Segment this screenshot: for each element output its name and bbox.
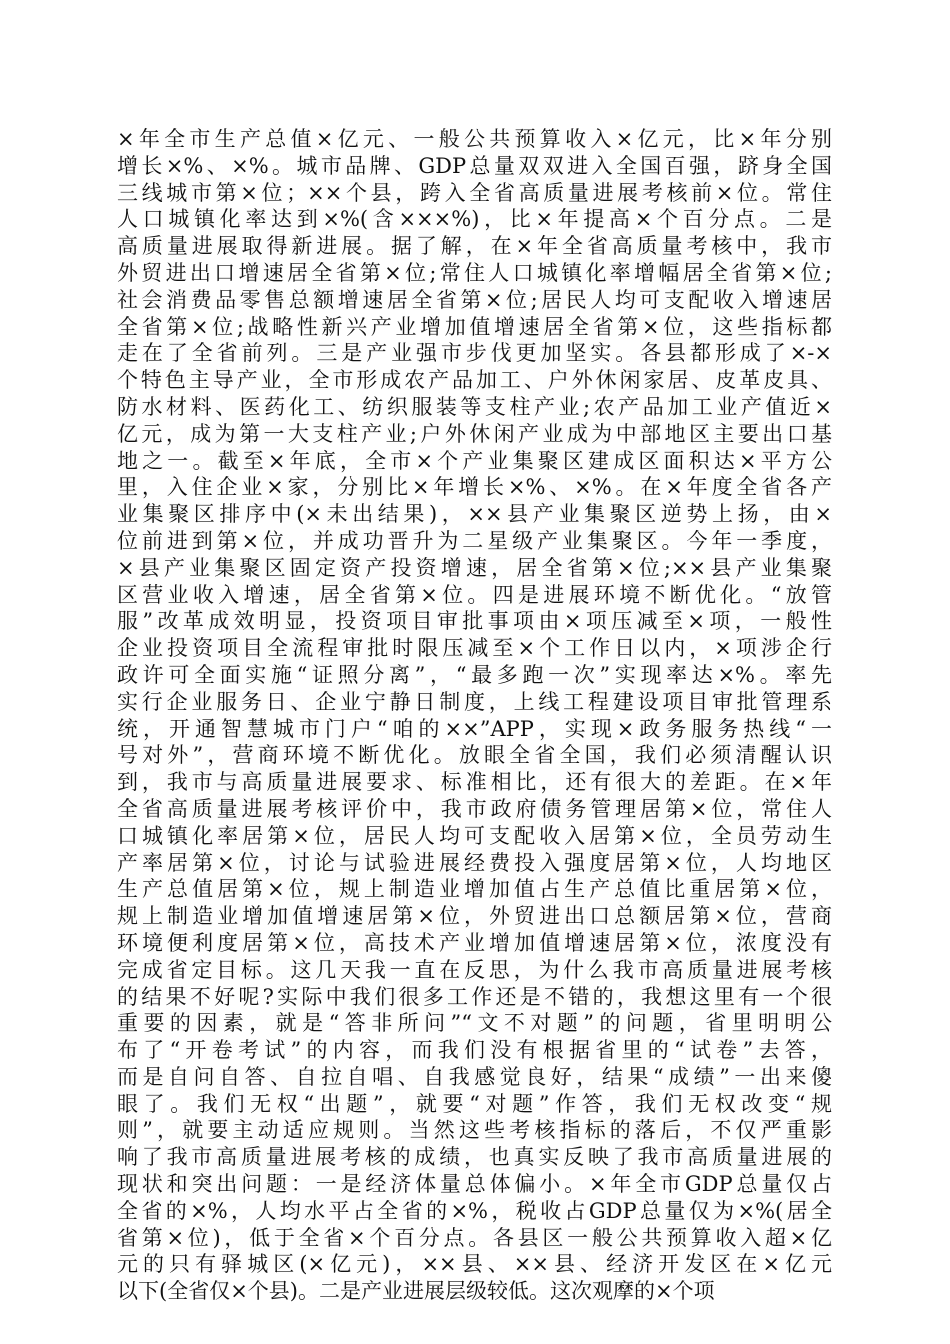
text-line: 高质量进展取得新进展。据了解，在×年全省高质量考核中，我市 [117,234,832,259]
text-line: 服”改革成效明显，投资项目审批事项由×项压减至×项，一般性 [117,609,832,634]
text-line: 位前进到第×位，并成功晋升为二星级产业集聚区。今年一季度， [117,528,832,553]
text-line: 则”，就要主动适应规则。当然这些考核指标的落后，不仅严重影 [117,1118,832,1143]
text-line: 规上制造业增加值增速居第×位，外贸进出口总额居第×位，营商 [117,904,832,929]
text-line: 区营业收入增速，居全省第×位。四是进展环境不断优化。“放管 [117,582,832,607]
text-line: 布了“开卷考试”的内容，而我们没有根据省里的“试卷”去答， [117,1038,832,1063]
text-line: 到，我市与高质量进展要求、标准相比，还有很大的差距。在×年 [117,770,832,795]
text-line: 口城镇化率居第×位，居民人均可支配收入居第×位，全员劳动生 [117,823,832,848]
text-line: 现状和突出问题：一是经济体量总体偏小。×年全市GDP总量仅占 [117,1172,832,1197]
text-line: 防水材料、医药化工、纺织服装等支柱产业;农产品加工业产值近× [117,394,832,419]
text-line: 三线城市第×位；××个县，跨入全省高质量进展考核前×位。常住 [117,180,832,205]
text-line: 产率居第×位，讨论与试验进展经费投入强度居第×位，人均地区 [117,850,832,875]
text-line: 重要的因素，就是“答非所问”“文不对题”的问题，省里明明公 [117,1011,832,1036]
text-line: 外贸进出口增速居全省第×位;常住人口城镇化率增幅居全省第×位; [117,260,832,285]
text-line: 眼了。我们无权“出题”，就要“对题”作答，我们无权改变“规 [117,1091,832,1116]
text-line: 号对外”，营商环境不断优化。放眼全省全国，我们必须清醒认识 [117,743,832,768]
text-line: 亿元，成为第一大支柱产业;户外休闲产业成为中部地区主要出口基 [117,421,832,446]
text-line: 元的只有驿城区(×亿元)，××县、××县、经济开发区在×亿元 [117,1252,832,1277]
text-line: 全省第×位;战略性新兴产业增加值增速居全省第×位，这些指标都 [117,314,832,339]
text-line: 的结果不好呢?实际中我们很多工作还是不错的，我想这里有一个很 [117,984,832,1009]
text-line: 社会消费品零售总额增速居全省第×位;居民人均可支配收入增速居 [117,287,832,312]
text-line: 全省的×%，人均水平占全省的×%，税收占GDP总量仅为×%(居全 [117,1198,832,1223]
text-line: ×年全市生产总值×亿元、一般公共预算收入×亿元，比×年分别 [117,127,832,151]
text-line: 企业投资项目全流程审批时限压减至×个工作日以内，×项涉企行 [117,636,832,661]
text-line: 全省高质量进展考核评价中，我市政府债务管理居第×位，常住人 [117,796,832,821]
text-line: 政许可全面实施“证照分离”，“最多跑一次”实现率达×%。率先 [117,662,832,687]
text-line: 省第×位)，低于全省×个百分点。各县区一般公共预算收入超×亿 [117,1225,832,1250]
text-line: 业集聚区排序中(×未出结果)，××县产业集聚区逆势上扬，由× [117,502,832,527]
text-line: 走在了全省前列。三是产业强市步伐更加坚实。各县都形成了×-× [117,341,832,366]
text-line: 以下(全省仅×个县)。二是产业进展层级较低。这次观摩的×个项 [117,1279,715,1304]
text-line: 而是自问自答、自拉自唱、自我感觉良好，结果“成绩”一出来傻 [117,1064,832,1089]
text-line: 响了我市高质量进展考核的成绩，也真实反映了我市高质量进展的 [117,1145,832,1170]
text-line: 环境便利度居第×位，高技术产业增加值增速居第×位，浓度没有 [117,930,832,955]
text-line: ×县产业集聚区固定资产投资增速，居全省第×位;××县产业集聚 [117,555,832,580]
text-line: 里，入住企业×家，分别比×年增长×%、×%。在×年度全省各产 [117,475,832,500]
text-line: 实行企业服务日、企业宁静日制度，上线工程建设项目审批管理系 [117,689,832,714]
text-line: 统，开通智慧城市门户“咱的××”APP，实现×政务服务热线“一 [117,716,832,741]
text-line: 生产总值居第×位，规上制造业增加值占生产总值比重居第×位， [117,877,832,902]
body-text [117,126,832,1305]
text-line: 完成省定目标。这几天我一直在反思，为什么我市高质量进展考核 [117,957,832,982]
text-line: 地之一。截至×年底，全市×个产业集聚区建成区面积达×平方公 [117,448,832,473]
text-line: 增长×%、×%。城市品牌、GDP总量双双进入全国百强，跻身全国 [117,153,832,178]
text-line: 个特色主导产业，全市形成农产品加工、户外休闲家居、皮革皮具、 [117,368,832,393]
text-line: 人口城镇化率达到×%(含×××%)，比×年提高×个百分点。二是 [117,207,832,232]
